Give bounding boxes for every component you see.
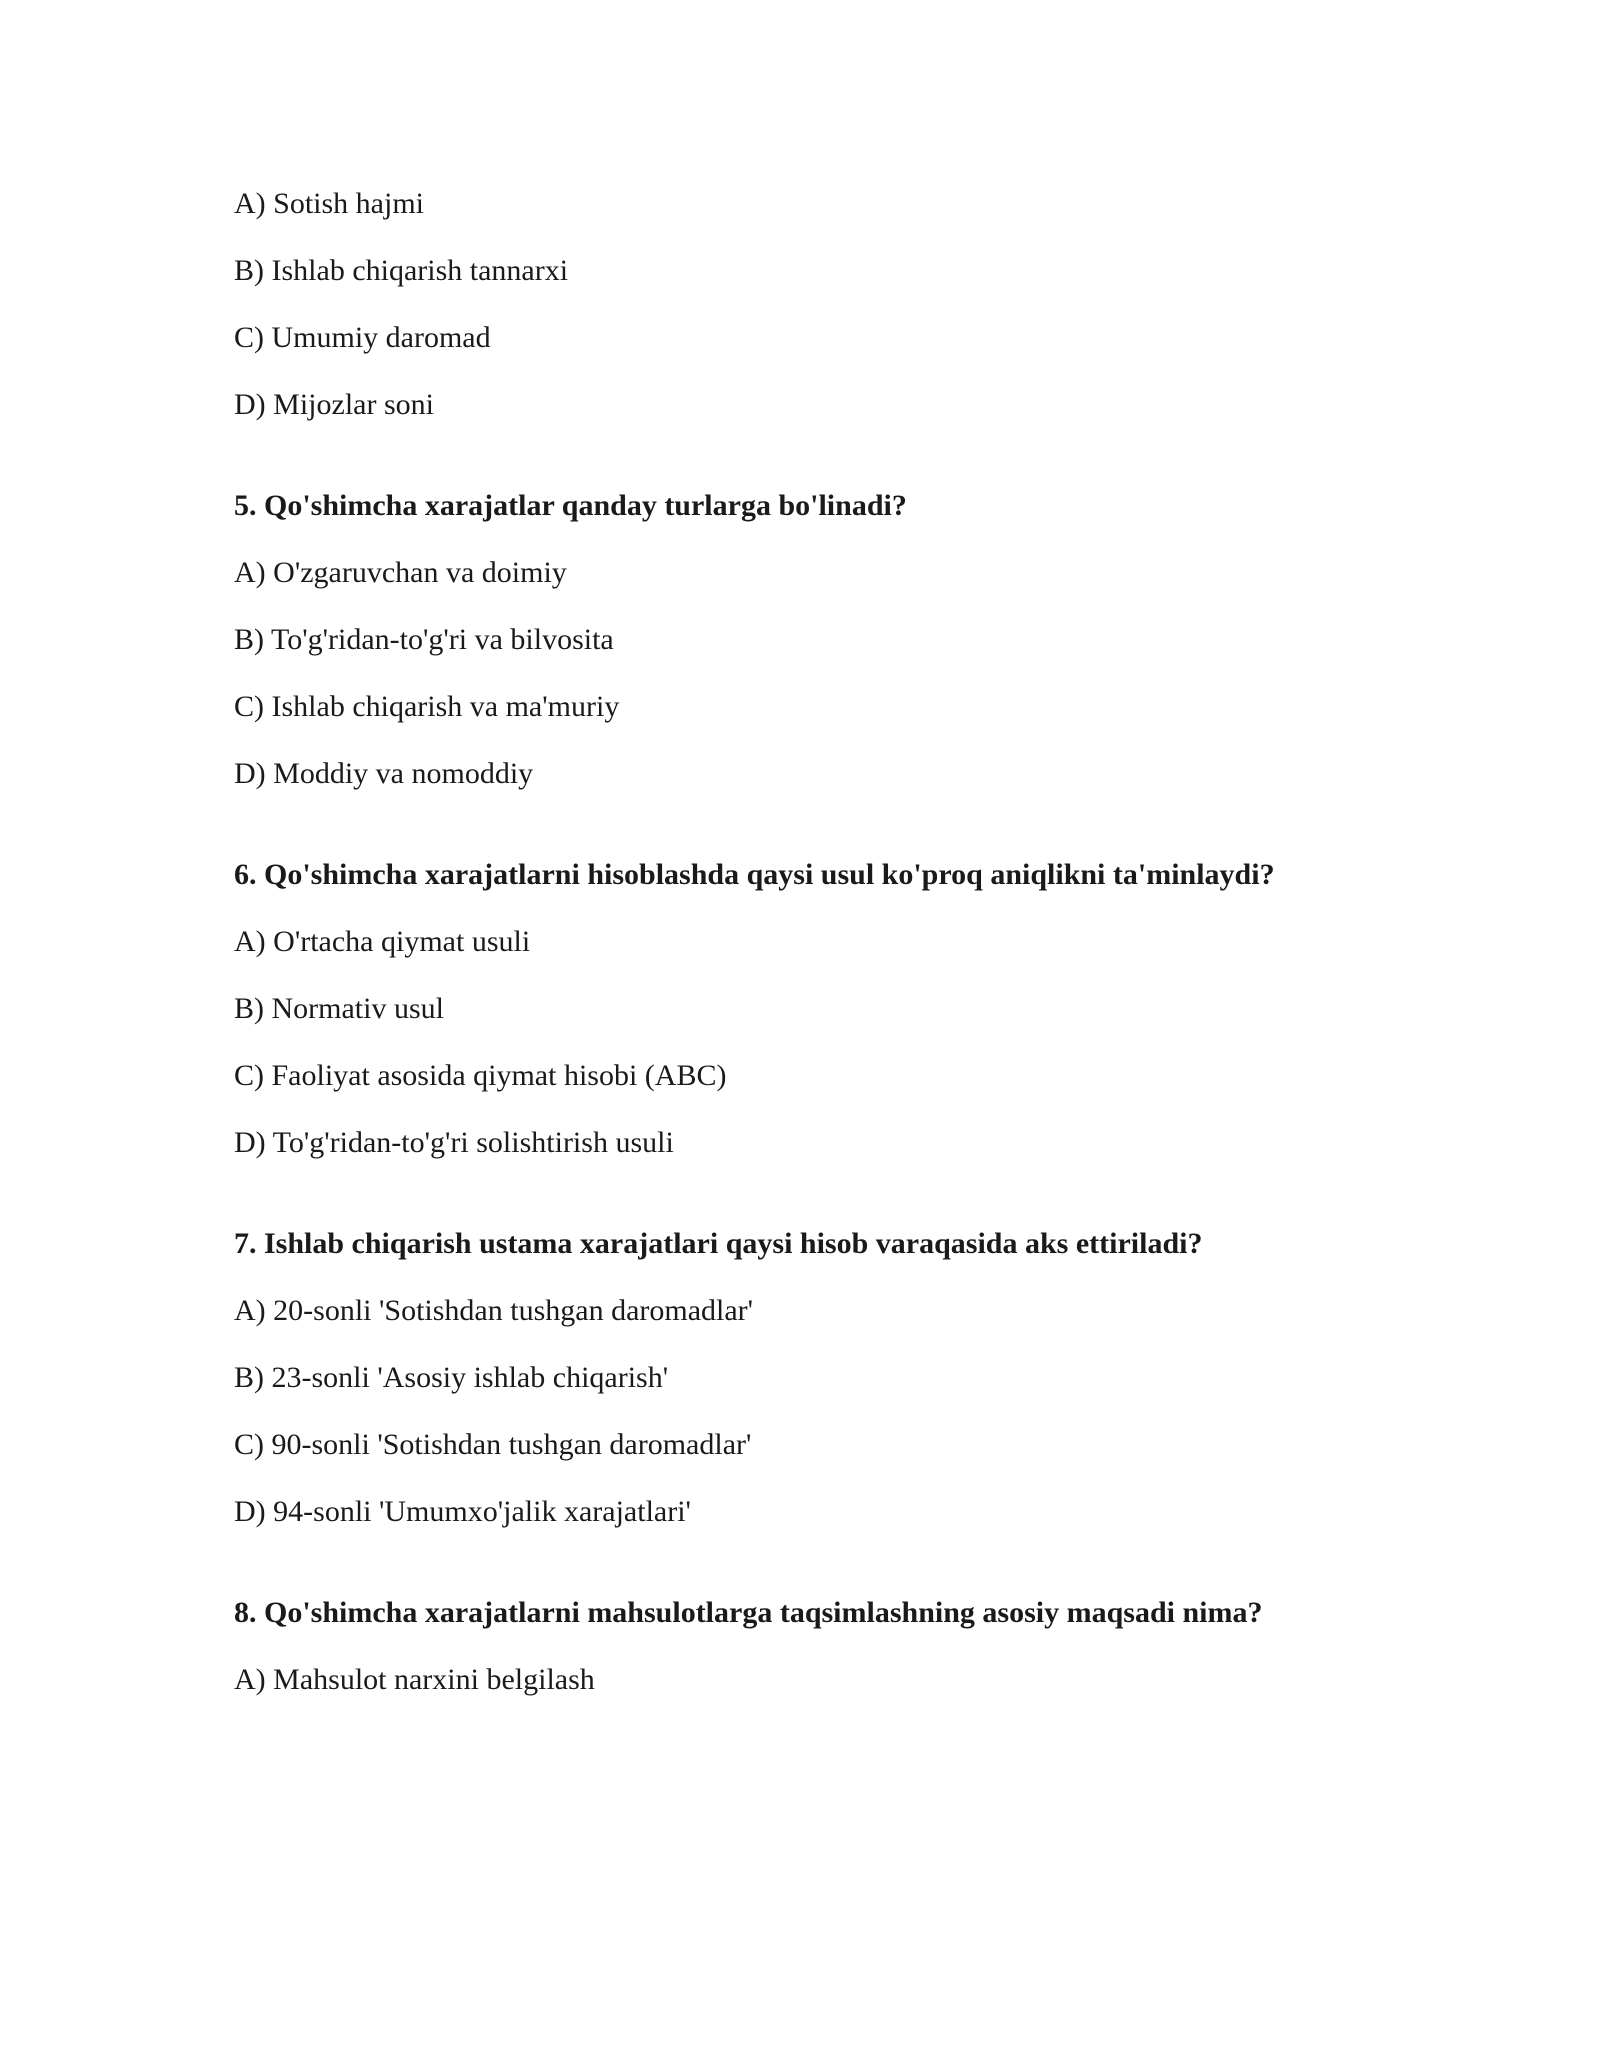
option-a: A) Mahsulot narxini belgilash (234, 1663, 595, 1696)
option-b: B) To'g'ridan-to'g'ri va bilvosita (234, 623, 614, 656)
option-d: D) Mijozlar soni (234, 388, 434, 421)
option-d: D) Moddiy va nomoddiy (234, 757, 534, 790)
question-block-4-options (234, 186, 1434, 423)
option-d: D) 94-sonli 'Umumxo'jalik xarajatlari' (234, 1495, 691, 1528)
question-block-6 (234, 857, 1434, 1161)
option-a: A) 20-sonli 'Sotishdan tushgan daromadlar' (234, 1294, 754, 1327)
question-text: 8. Qo'shimcha xarajatlarni mahsulotlarga taqsimlashning asosiy maqsadi nima? (234, 1596, 1263, 1629)
option-a: A) O'zgaruvchan va doimiy (234, 556, 567, 589)
option-c: C) Umumiy daromad (234, 321, 491, 354)
question-text: 5. Qo'shimcha xarajatlar qanday turlarga bo'linadi? (234, 489, 907, 522)
option-c: C) Ishlab chiqarish va ma'muriy (234, 690, 620, 723)
question-block-7 (234, 1226, 1434, 1530)
document-page (234, 186, 1434, 1698)
option-a: A) O'rtacha qiymat usuli (234, 925, 531, 958)
question-text: 6. Qo'shimcha xarajatlarni hisoblashda qaysi usul ko'proq aniqlikni ta'minlaydi? (234, 858, 1275, 891)
option-c: C) 90-sonli 'Sotishdan tushgan daromadlar' (234, 1428, 752, 1461)
option-b: B) Ishlab chiqarish tannarxi (234, 254, 569, 287)
option-c: C) Faoliyat asosida qiymat hisobi (ABC) (234, 1059, 727, 1092)
question-block-8 (234, 1595, 1434, 1698)
option-d: D) To'g'ridan-to'g'ri solishtirish usuli (234, 1126, 674, 1159)
option-b: B) 23-sonli 'Asosiy ishlab chiqarish' (234, 1361, 669, 1394)
question-text: 7. Ishlab chiqarish ustama xarajatlari qaysi hisob varaqasida aks ettiriladi? (234, 1227, 1203, 1260)
question-block-5 (234, 488, 1434, 792)
option-b: B) Normativ usul (234, 992, 444, 1025)
option-a: A) Sotish hajmi (234, 187, 425, 220)
